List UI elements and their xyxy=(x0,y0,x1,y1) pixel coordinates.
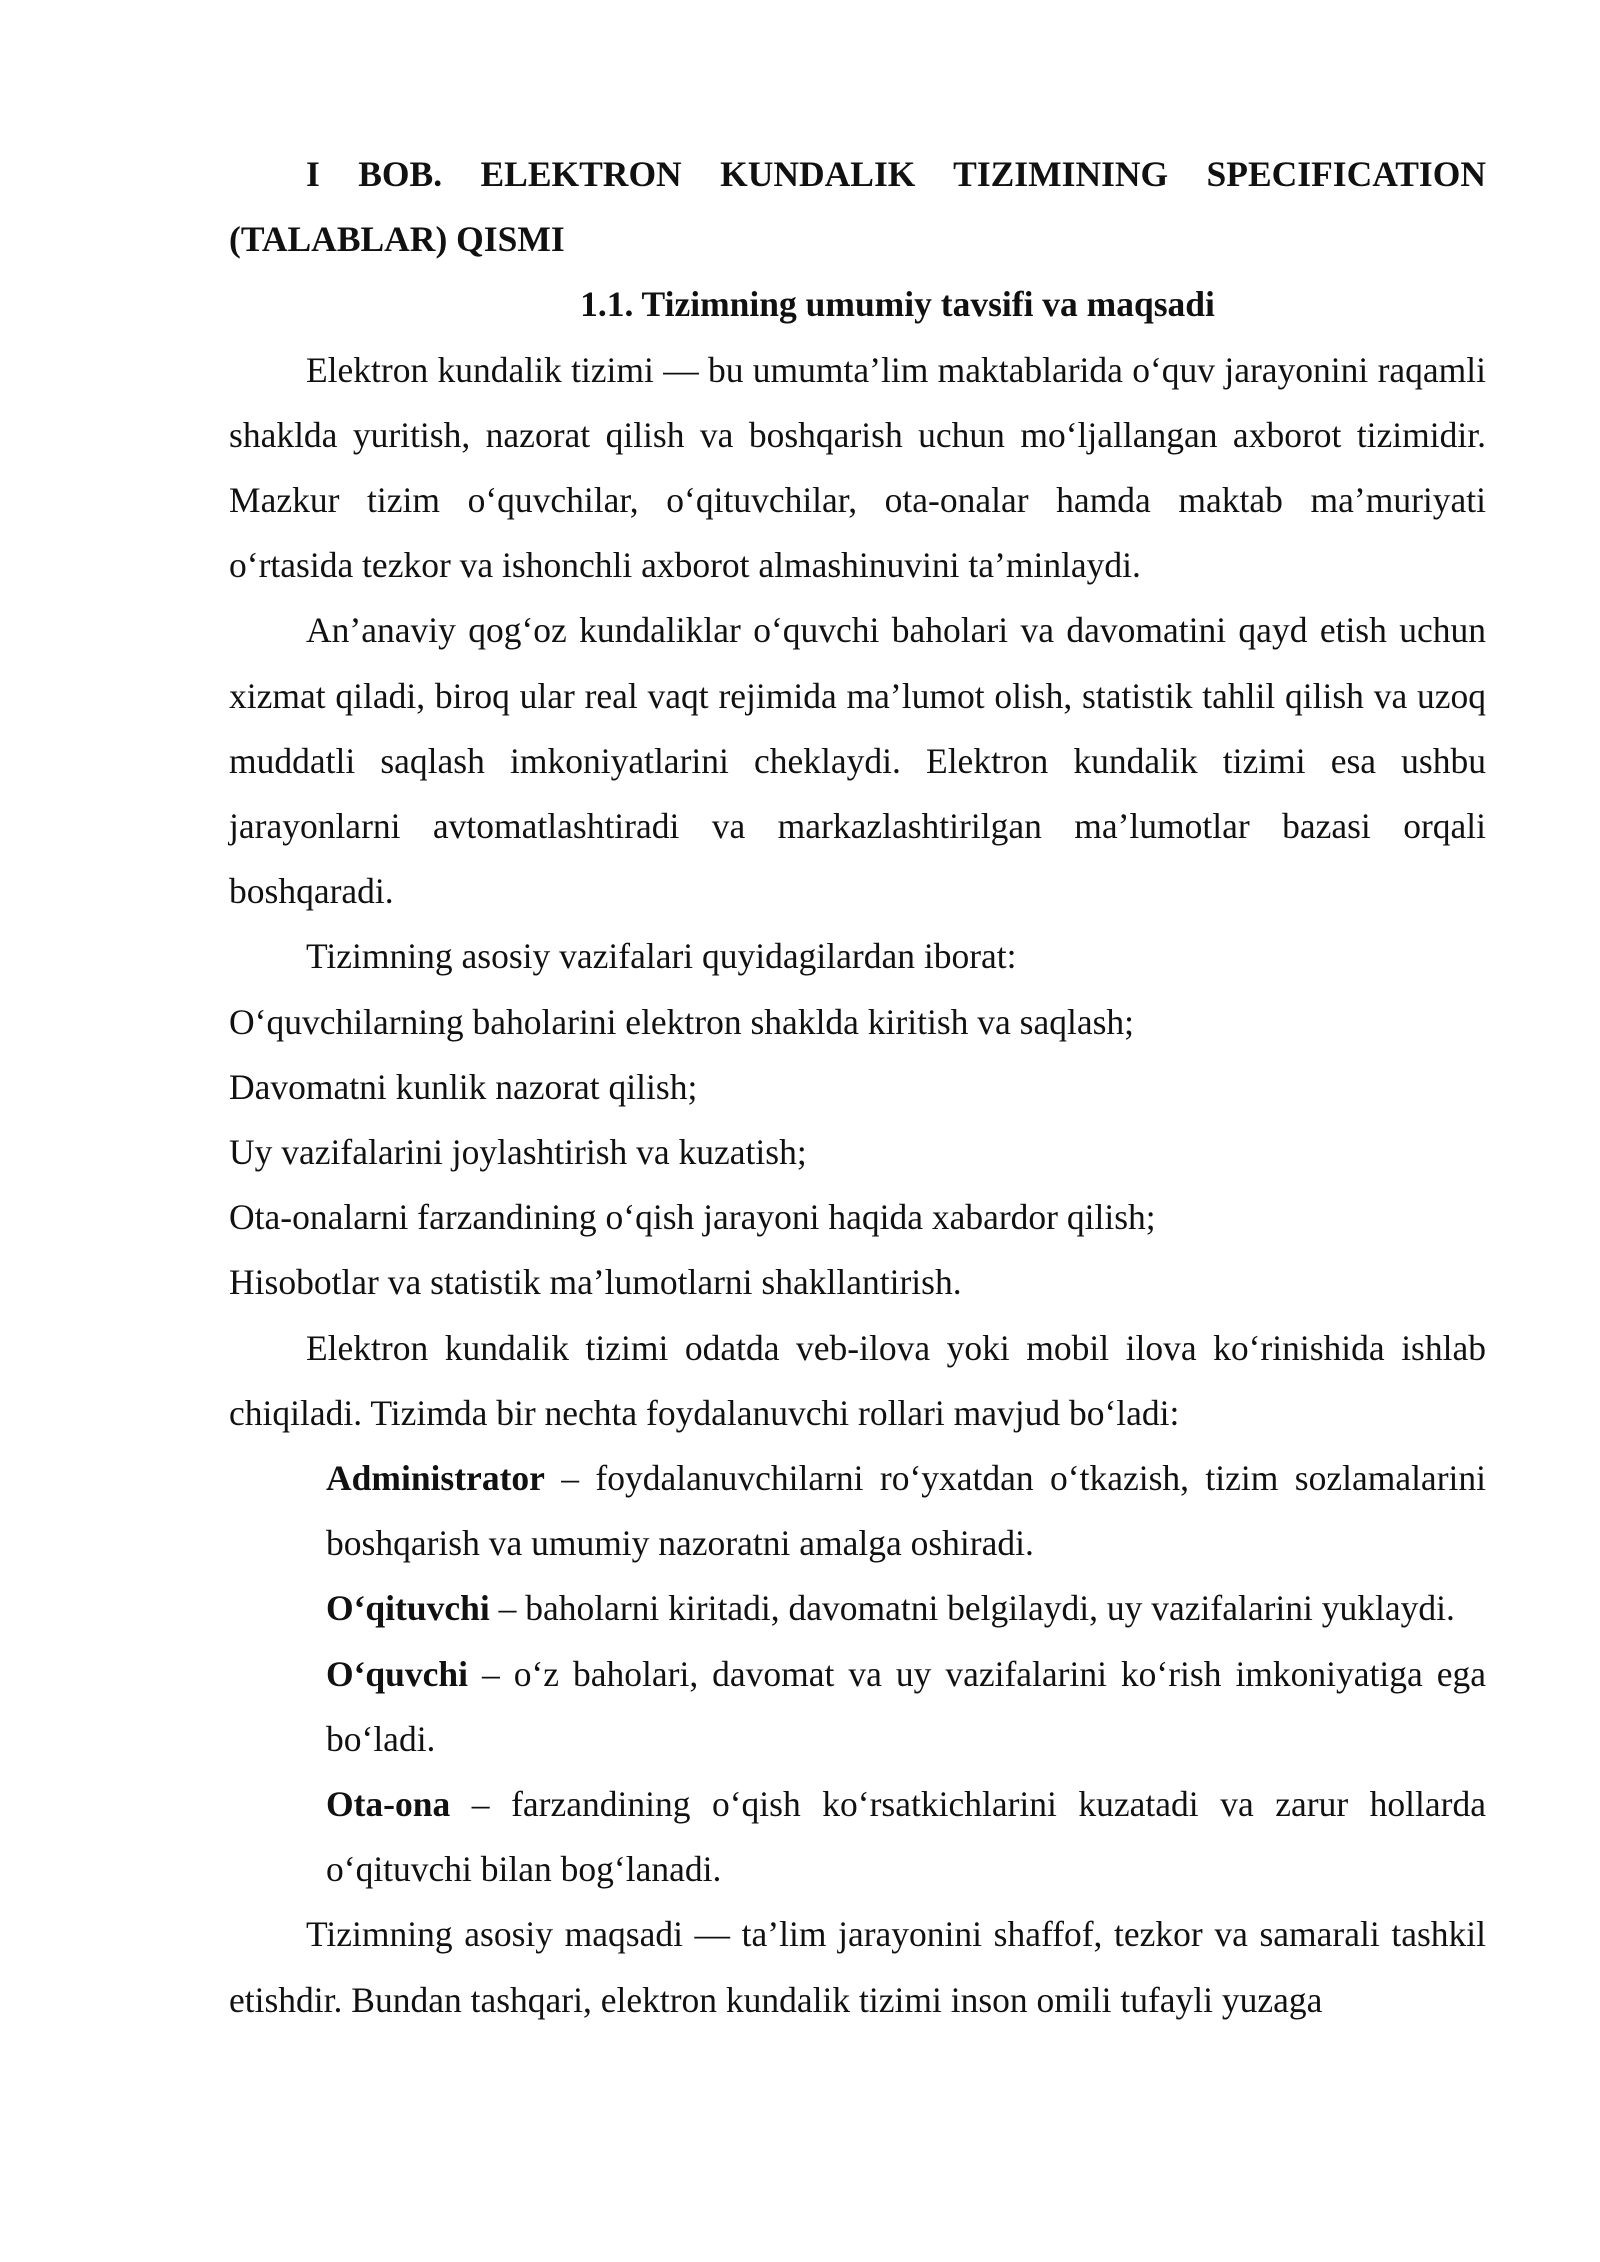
chapter-title: I BOB. ELEKTRON KUNDALIK TIZIMINING SPECIFICATION (TALABLAR) QISMI xyxy=(229,154,1486,260)
task-item: Ota-onalarni farzandining o‘qish jarayoni haqida xabardor qilish; xyxy=(229,1197,1156,1238)
role-name: Administrator xyxy=(326,1458,545,1499)
paragraph-closing: Tizimning asosiy maqsadi — ta’lim jarayonini shaffof, tezkor va samarali tashkil etishdir. Bundan tashqari, elektron kundalik tizimi inson omili tufayli yuzaga xyxy=(229,1914,1486,2020)
role-administrator xyxy=(326,1446,1486,1576)
role-name: O‘quvchi xyxy=(326,1653,469,1694)
section-title: 1.1. Tizimning umumiy tavsifi va maqsadi xyxy=(580,284,1215,325)
role-teacher xyxy=(326,1576,1486,1641)
role-description: – baholarni kiritadi, davomatni belgilaydi, uy vazifalarini yuklaydi. xyxy=(489,1588,1455,1629)
task-item: O‘quvchilarning baholarini elektron shaklda kiritish va saqlash; xyxy=(229,1001,1135,1042)
paragraph-paper-diaries: An’anaviy qog‘oz kundaliklar o‘quvchi baholari va davomatini qayd etish uchun xizmat qiladi, biroq ular real vaqt rejimida ma’lumot olish, statistik tahlil qilish va uzoq muddatli saqlash imkoniyatlarini cheklaydi. Elektron kundalik tizimi esa ushbu jarayonlarni avtomatlashtiradi va markazlashtirilgan ma’lumotlar bazasi orqali boshqaradi. xyxy=(229,610,1486,912)
role-student xyxy=(326,1642,1486,1772)
task-item: Davomatni kunlik nazorat qilish; xyxy=(229,1066,698,1107)
role-parent xyxy=(326,1772,1486,1902)
task-item: Hisobotlar va statistik ma’lumotlarni shakllantirish. xyxy=(229,1262,962,1303)
role-description: – farzandining o‘qish ko‘rsatkichlarini kuzatadi va zarur hollarda o‘qituvchi bilan bog‘lanadi. xyxy=(326,1784,1486,1890)
role-name: O‘qituvchi xyxy=(326,1588,490,1629)
role-description: – foydalanuvchilarni ro‘yxatdan o‘tkazish, tizim sozlamalarini boshqarish va umumiy nazoratni amalga oshiradi. xyxy=(326,1458,1486,1564)
role-description: – o‘z baholari, davomat va uy vazifalarini ko‘rish imkoniyatiga ega bo‘ladi. xyxy=(326,1653,1486,1759)
role-name: Ota-ona xyxy=(326,1784,451,1825)
page-content xyxy=(229,142,1486,2033)
paragraph-roles-intro: Elektron kundalik tizimi odatda veb-ilova yoki mobil ilova ko‘rinishida ishlab chiqiladi. Tizimda bir nechta foydalanuvchi rollari mavjud bo‘ladi: xyxy=(229,1327,1486,1433)
task-item: Uy vazifalarini joylashtirish va kuzatish; xyxy=(229,1132,807,1173)
paragraph-intro: Elektron kundalik tizimi — bu umumta’lim maktablarida o‘quv jarayonini raqamli shaklda yuritish, nazorat qilish va boshqarish uchun mo‘ljallangan axborot tizimidir. Mazkur tizim o‘quvchilar, o‘qituvchilar, ota-onalar hamda maktab ma’muriyati o‘rtasida tezkor va ishonchli axborot almashinuvini ta’minlaydi. xyxy=(229,349,1486,586)
paragraph-tasks-intro: Tizimning asosiy vazifalari quyidagilardan iborat: xyxy=(306,936,1017,977)
